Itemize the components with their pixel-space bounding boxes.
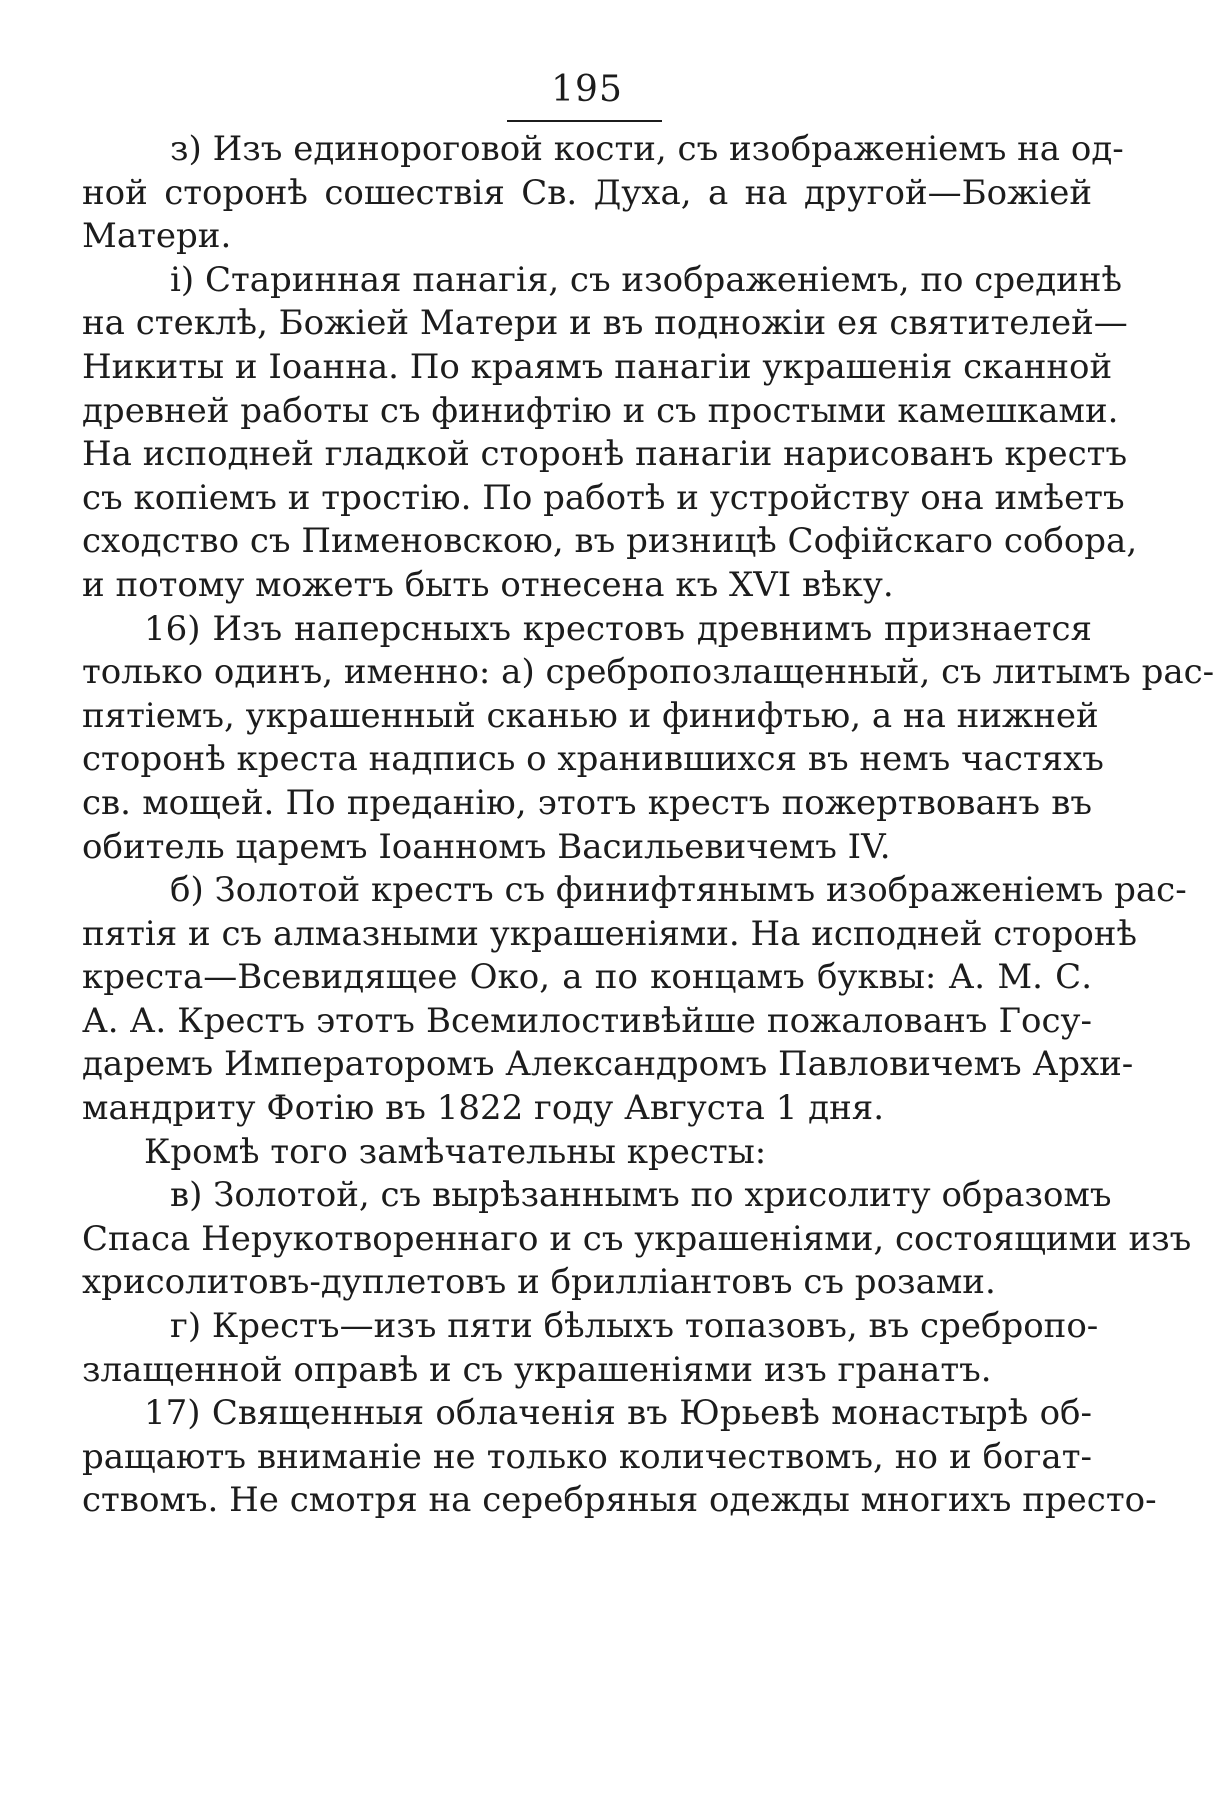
text-line: ной сторонѣ сошествія Св. Духа, а на другой—Божіей [82,172,1092,213]
text-line: даремъ Императоромъ Александромъ Павловичемъ Архи- [82,1044,1134,1085]
text-line: съ копіемъ и тростію. По работѣ и устройству она имѣетъ [82,477,1125,518]
text-line: мандриту Фотію въ 1822 году Августа 1 дня. [82,1088,885,1129]
text-line: г) Крестъ—изъ пяти бѣлыхъ топазовъ, въ сребропо- [170,1306,1099,1347]
text-line: св. мощей. По преданію, этотъ крестъ пожертвованъ въ [82,782,1092,823]
page-number: 195 [551,69,623,110]
text-line: древней работы съ финифтію и съ простыми камешками. [82,390,1119,431]
book-page [82,68,1214,1523]
text-line: 16) Изъ наперсныхъ крестовъ древнимъ признается [144,608,1092,649]
text-line: и потому можетъ быть отнесена къ XVI вѣку. [82,564,894,605]
text-line: б) Золотой крестъ съ финифтянымъ изображеніемъ рас- [170,870,1187,911]
text-line: Никиты и Іоанна. По краямъ панагіи украшенія сканной [82,346,1113,387]
text-line: креста—Всевидящее Око, а по концамъ буквы: А. М. С. [82,957,1092,998]
header-rule [507,120,662,122]
text-line: пятіемъ, украшенный сканью и финифтью, а на нижней [82,695,1099,736]
body-text [82,128,1214,1523]
text-line: обитель царемъ Іоанномъ Васильевичемъ IV. [82,826,891,867]
text-line: злащенной оправѣ и съ украшеніями изъ гранатъ. [82,1349,992,1390]
text-line: пятія и съ алмазными украшеніями. На исподней сторонѣ [82,913,1137,954]
text-line: Кромѣ того замѣчательны кресты: [144,1131,767,1172]
text-line: сходство съ Пименовскою, въ ризницѣ Софійскаго собора, [82,521,1138,562]
text-line: ствомъ. Не смотря на серебряныя одежды многихъ престо- [82,1480,1157,1521]
text-line: 17) Священныя облаченія въ Юрьевѣ монастырѣ об- [144,1393,1092,1434]
text-line: На исподней гладкой сторонѣ панагіи нарисованъ крестъ [82,434,1128,475]
text-line: только одинъ, именно: а) сребропозлащенный, съ литымъ рас- [82,652,1214,693]
text-line: хрисолитовъ-дуплетовъ и брилліантовъ съ розами. [82,1262,996,1303]
text-line: А. А. Крестъ этотъ Всемилостивѣйше пожалованъ Госу- [82,1000,1092,1041]
text-line: Спаса Нерукотвореннаго и съ украшеніями, состоящими изъ [82,1218,1192,1259]
page-header [82,68,1092,128]
text-line: сторонѣ креста надпись о хранившихся въ немъ частяхъ [82,739,1104,780]
text-line: з) Изъ единороговой кости, съ изображеніемъ на од- [170,129,1124,169]
text-line: в) Золотой, съ вырѣзаннымъ по хрисолиту образомъ [170,1175,1112,1216]
text-line: ращаютъ вниманіе не только количествомъ, но и богат- [82,1436,1092,1477]
text-line: і) Старинная панагія, съ изображеніемъ, по срединѣ [170,259,1122,300]
text-line: Матери. [82,216,232,257]
text-line: на стеклѣ, Божіей Матери и въ подножіи ея святителей— [82,303,1128,344]
